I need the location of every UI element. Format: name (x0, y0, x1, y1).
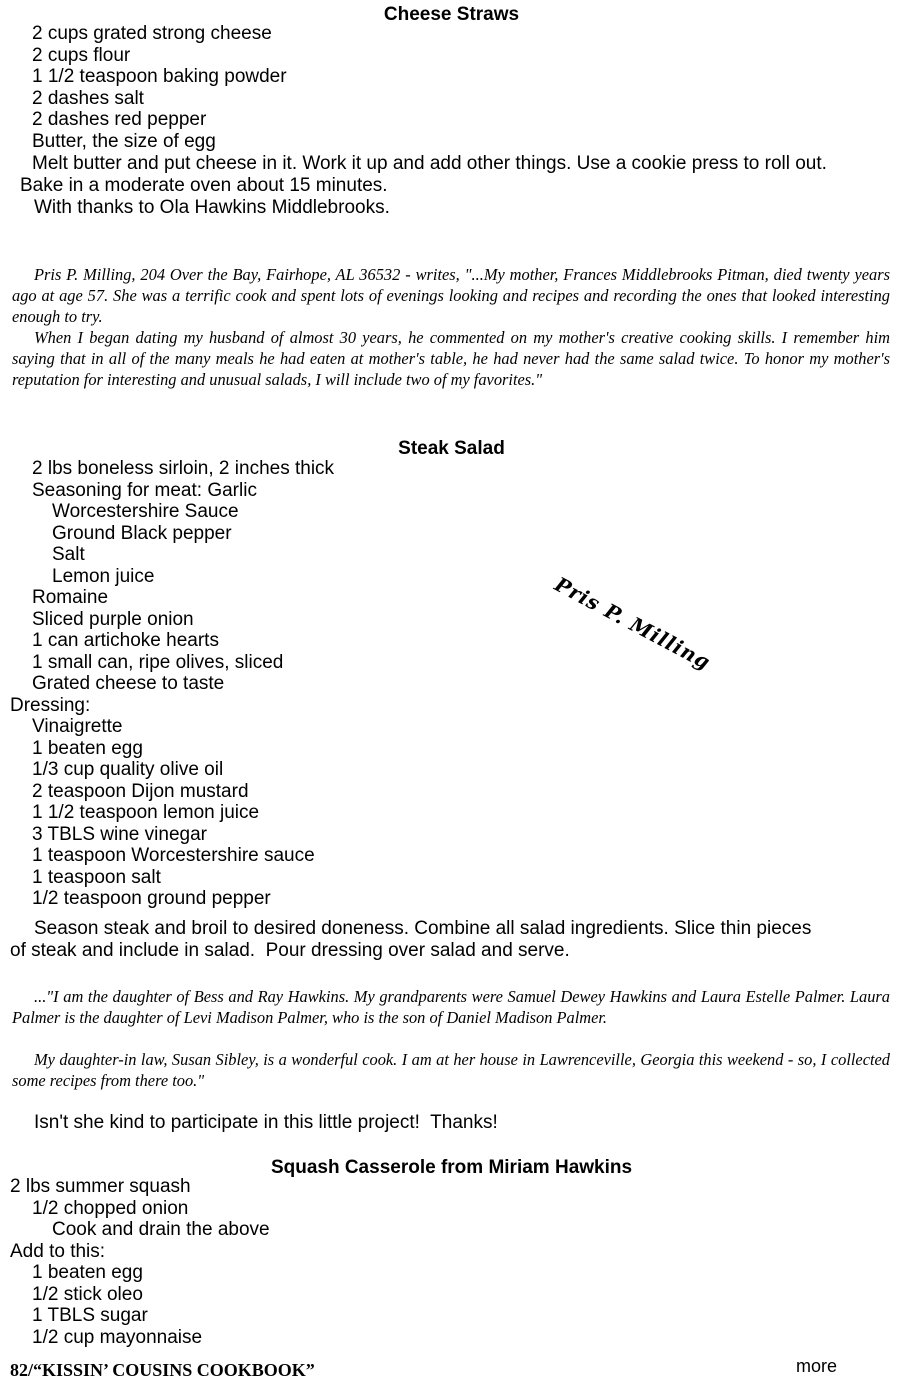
list-item: 3 TBLS wine vinegar (32, 823, 207, 845)
list-item: 1 small can, ripe olives, sliced (32, 651, 284, 673)
instructions-cheese-straws-bake: Bake in a moderate oven about 15 minutes. (20, 175, 388, 196)
list-item: Seasoning for meat: Garlic (32, 479, 257, 501)
list-item: 1 teaspoon salt (32, 866, 161, 888)
list-item: 1 beaten egg (32, 1262, 143, 1283)
list-item: Butter, the size of egg (32, 130, 216, 152)
list-item: Vinaigrette (32, 716, 123, 737)
list-item: 1/2 teaspoon ground pepper (32, 888, 271, 909)
list-item: 1 TBLS sugar (32, 1305, 148, 1326)
list-item: Cook and drain the above (52, 1219, 270, 1240)
list-item: Sliced purple onion (32, 608, 194, 630)
list-item: 1/2 cup mayonnaise (32, 1326, 203, 1348)
second-letter-paragraph-2: My daughter-in law, Susan Sibley, is a wonderful cook. I am at her house in Lawrenceville, Georgia this weekend - so, I collected some recipes from there too." (12, 1050, 890, 1090)
list-item: 1 teaspoon Worcestershire sauce (32, 845, 315, 866)
list-item: 1 beaten egg (32, 737, 143, 759)
recipe-title-cheese-straws: Cheese Straws (383, 4, 520, 25)
signature-image: Pris P. Milling (550, 572, 715, 675)
list-item: Worcestershire Sauce (52, 501, 239, 522)
ingredient-list-squash-casserole (10, 1176, 270, 1348)
ingredient-list-steak-salad (10, 458, 334, 910)
list-item: 2 teaspoon Dijon mustard (32, 780, 249, 802)
ingredient-list-cheese-straws (10, 23, 287, 152)
thanks-note-2: Isn't she kind to participate in this little project! Thanks! (34, 1112, 498, 1133)
second-letter-paragraph-1: ..."I am the daughter of Bess and Ray Hawkins. My grandparents were Samuel Dewey Hawkins and Laura Estelle Palmer. Laura Palmer is the daughter of Levi Madison Palmer, who is the son of Daniel Madison Palmer. (12, 987, 890, 1027)
list-item: Dressing: (10, 694, 91, 716)
list-item: 1/3 cup quality olive oil (32, 759, 224, 780)
instructions-cheese-straws: Melt butter and put cheese in it. Work it up and add other things. Use a cookie press to roll out. (32, 153, 827, 174)
intro-letter-paragraph-2: When I began dating my husband of almost 30 years, he commented on my mother's creative cooking skills. I remember him saying that in all of the many meals he had eaten at mother's table, he had never had the same salad twice. To honor my mother's reputation for interesting and unusual salads, I will include two of my favorites." (12, 328, 890, 389)
list-item: 1 can artichoke hearts (32, 630, 219, 651)
list-item: 1 1/2 teaspoon lemon juice (32, 802, 260, 823)
more-label: more (796, 1356, 838, 1376)
list-item: Grated cheese to taste (32, 673, 225, 694)
intro-letter-paragraph-1: Pris P. Milling, 204 Over the Bay, Fairhope, AL 36532 - writes, "...My mother, Frances Middlebrooks Pitman, died twenty years ago at age 57. She was a terrific cook and spent lots of evenings looking and recipes and recording the ones that looked interesting enough to try. (12, 265, 890, 326)
list-item: 2 dashes red pepper (32, 109, 207, 130)
list-item: Salt (52, 544, 85, 565)
list-item: 1/2 chopped onion (32, 1197, 189, 1219)
list-item: 1 1/2 teaspoon baking powder (32, 66, 287, 87)
thanks-note: With thanks to Ola Hawkins Middlebrooks. (34, 197, 390, 218)
list-item: Lemon juice (52, 565, 155, 587)
list-item: 2 cups grated strong cheese (32, 23, 272, 44)
list-item: 1/2 stick oleo (32, 1283, 143, 1305)
recipe-title-squash-casserole: Squash Casserole from Miriam Hawkins (270, 1157, 633, 1178)
list-item: Add to this: (10, 1240, 106, 1262)
list-item: 2 lbs boneless sirloin, 2 inches thick (32, 458, 335, 479)
list-item: 2 dashes salt (32, 87, 144, 109)
list-item: Ground Black pepper (52, 522, 232, 544)
list-item: 2 lbs summer squash (10, 1176, 191, 1197)
page-footer-label: 82/“KISSIN’ COUSINS COOKBOOK” (10, 1360, 315, 1380)
recipe-title-steak-salad: Steak Salad (398, 438, 505, 459)
instructions-steak-salad-cont: of steak and include in salad. Pour dressing over salad and serve. (10, 940, 570, 961)
list-item: Romaine (32, 587, 109, 608)
list-item: 2 cups flour (32, 44, 131, 66)
instructions-steak-salad: Season steak and broil to desired doneness. Combine all salad ingredients. Slice thin pieces (34, 918, 812, 939)
